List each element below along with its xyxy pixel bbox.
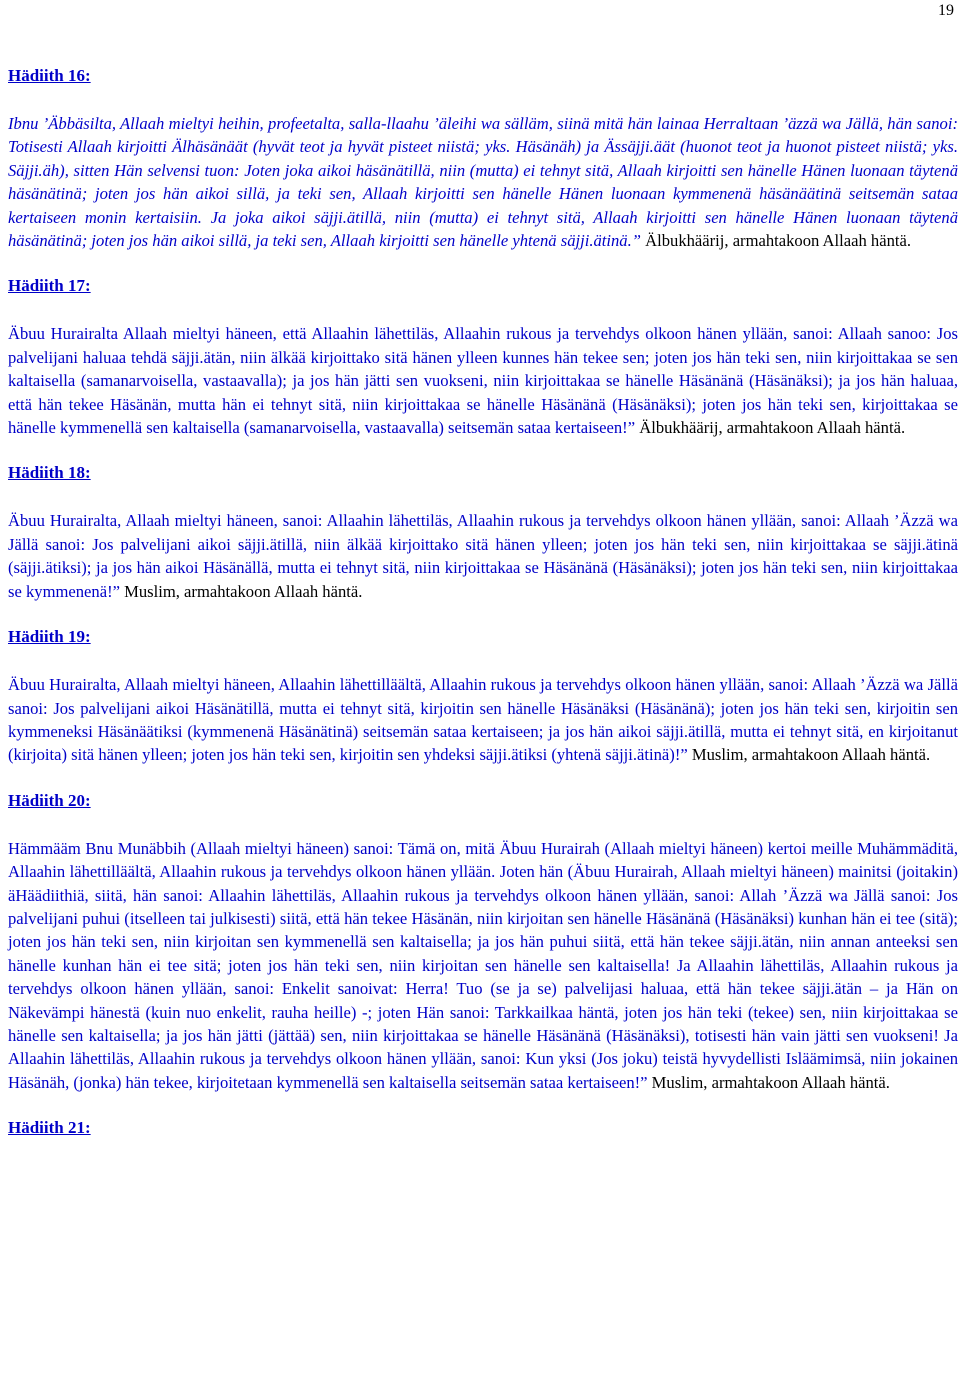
page-number: 19: [938, 2, 954, 19]
section-heading: Hädiith 20:: [8, 790, 91, 810]
hadith-text: [8, 837, 958, 1094]
hadith-17: [8, 274, 958, 439]
hadith-source: Älbukhäärij, armahtakoon Allaah häntä.: [639, 418, 906, 438]
hadith-16: [8, 64, 958, 252]
hadith-body-text: Äbuu Hurairalta, Allaah mieltyi häneen, Allaahin lähettilläältä, Allaahin rukous ja tervehdys olkoon hänen yllään, sanoi: Allaah ’Äzzä wa Jällä sanoi: Jos palvelijani aikoi Häsänätillä, mutta ei tehnyt sitä, kirjoitin sen hänelle Häsänäksi (Häsänänä); joten jos hän teki sen, kirjoitin sen kymmeneksi Häsänäätiksi (kymmenenä Häsänätinä) seitsemän sataa kertaiseen; ja jos hän aikoi säjji.ätillä, mutta ei tehnyt sitä, en kirjoitanut (kirjoita) sitä hänen ylleen; joten jos hän teki sen, kirjoitin sen yhdeksi säjji.ätiksi (yhtenä säjji.ätinä)!”: [8, 675, 958, 765]
document-body: [8, 64, 958, 1140]
hadith-18: [8, 461, 958, 603]
hadith-text: [8, 673, 958, 767]
hadith-source: Älbukhäärij, armahtakoon Allaah häntä.: [645, 231, 912, 251]
hadith-text: [8, 322, 958, 439]
hadith-source: Muslim, armahtakoon Allaah häntä.: [651, 1072, 890, 1092]
section-heading: Hädiith 17:: [8, 276, 91, 296]
hadith-source: Muslim, armahtakoon Allaah häntä.: [691, 745, 931, 765]
hadith-21: [8, 1116, 958, 1140]
section-heading: Hädiith 21:: [8, 1118, 91, 1138]
hadith-source: Muslim, armahtakoon Allaah häntä.: [124, 581, 363, 601]
hadith-text: [8, 509, 958, 603]
section-heading: Hädiith 16:: [8, 66, 91, 85]
hadith-body-text: Äbuu Hurairalta Allaah mieltyi häneen, että Allaahin lähettiläs, Allaahin rukous ja tervehdys olkoon hänen yllään, sanoi: Allaah sanoo: Jos palvelijani haluaa tehdä säjji.ätän, niin älkää kirjoittako sitä hänen ylleen kunnes hän tekee sen; joten jos hän teki sen, niin kirjoittakaa se sen kaltaisella (samanarvoisella, vastaavalla); ja jos hän jätti sen vuokseni, niin kirjoittakaa se hänelle Häsänänä (Häsänäksi); ja jos hän haluaa, että hän tekee Häsänän, mutta hän ei tehnyt sitä, niin kirjoittakaa se hänelle Häsänänä (Häsänäksi); joten jos hän teki sen, kirjoittakaa se hänelle kymmenellä sen kaltaisella (samanarvoisella, vastaavalla) seitsemän sataa kertaiseen!”: [8, 324, 958, 438]
hadith-body-text: Äbuu Hurairalta, Allaah mieltyi häneen, sanoi: Allaahin lähettiläs, Allaahin rukous ja tervehdys olkoon hänen yllään, sanoi: Allaah ’Äzzä wa Jällä sanoi: Jos palvelijani aikoi säjji.ätillä, niin älkää kirjoittako sitä hänen ylleen; joten jos hän teki sen, niin kirjoittakaa se säjji.ätinä (säjji.ätiksi); ja jos hän aikoi Häsänällä, mutta ei tehnyt sitä, niin kirjoittakaa se Häsänänä (Häsänäksi); joten jos hän teki sen, niin kirjoittakaa se kymmenenä!”: [8, 511, 958, 601]
hadith-italic-text: Ibnu ’Äbbäsilta, Allaah mieltyi heihin, profeetalta, salla-llaahu ’äleihi wa sälläm, siinä mitä hän lainaa Herraltaan ’äzzä wa Jällä, hän sanoi: Totisesti Allaah kirjoitti Älhäsänäät (hyvät teot ja hyvät pisteet niistä; yks. Häsänäh) ja Ässäjji.äät (huonot teot ja huonot pisteet niistä; yks. Säjji.äh), sitten Hän selvensi tuon: Joten joka aikoi häsänätillä, niin (mutta) ei tehnyt sitä, Allaah kirjoitti sen hänelle Hänen luonaan täytenä häsänätinä; joten jos hän aikoi sillä, ja teki sen, Allaah kirjoitti sen hänelle Hänen luonaan kymmenenä häsänäätinä seitsemän sataa kertaiseen monin kertaisiin. Ja joka aikoi säjji.ätillä, niin (mutta) ei tehnyt sitä, Allaah kirjoitti sen hänelle Hänen luonaan täytenä häsänätinä; joten jos hän aikoi sillä, ja teki sen, Allaah kirjoitti sen hänelle yhtenä säjji.ätinä.”: [8, 114, 958, 251]
hadith-20: [8, 789, 958, 1094]
section-heading: Hädiith 19:: [8, 627, 91, 647]
hadith-19: [8, 625, 958, 767]
hadith-body-text: Hämmääm Bnu Munäbbih (Allaah mieltyi häneen) sanoi: Tämä on, mitä Äbuu Hurairah (Allaah mieltyi häneen) kertoi meille Muhämmäditä, Allaahin lähettilläältä, Allaahin rukous ja tervehdys olkoon hänen yllään. Joten hän (Äbuu Hurairah, Allaah mieltyi häneen) mainitsi (joitakin) äHäädiithiä, siitä, hän sanoi: Allaahin lähettiläs, Allaahin rukous ja tervehdys olkoon hänen yllään, sanoi: Allah ’Äzzä wa Jällä sanoi: Jos palvelijani puhui (itselleen tai julkisesti) siitä, että hän tekee Häsänän, niin kirjoitan sen hänelle Häsänänä (Häsänäksi) kunhan hän ei tee (sitä); joten jos hän teki sen, niin kirjoitan sen kymmenellä sen kaltaisella; ja jos hän puhui siitä, että hän tekee säjji.ätän, niin annan anteeksi sen hänelle kunhan hän ei tee sitä; joten jos hän teki sen, niin kirjoitan sen hänelle sen kaltaisella! Ja Allaahin lähettiläs, Allaahin rukous ja tervehdys olkoon hänen yllään, sanoi: Enkelit sanoivat: Herra! Tuo (se ja se) palvelijasi haluaa, että hän tekee säjji.ätän – ja Hän on Näkevämpi hänestä (kuin nuo enkelit, rauha heille) -; joten Hän sanoi: Tarkkailkaa häntä, joten jos hän teki (tekee) sen, niin kirjoittakaa se hänelle sen kaltaisella; ja jos hän jätti (jättää) sen, niin kirjoittakaa se hänelle Häsänänä (Häsänäksi), totisesti hän vain jätti sen vuokseni! Ja Allaahin lähettiläs, Allaahin rukous ja tervehdys olkoon hänen yllään, sanoi: Kun yksi (Jos joku) teistä hyvydellisti Isläämimsä, niin jokainen Häsänäh, (jonka) hän tekee, kirjoitetaan kymmenellä sen kaltaisella seitsemän sataa kertaiseen!”: [8, 838, 958, 1092]
hadith-text: [8, 112, 958, 252]
section-heading: Hädiith 18:: [8, 463, 91, 483]
